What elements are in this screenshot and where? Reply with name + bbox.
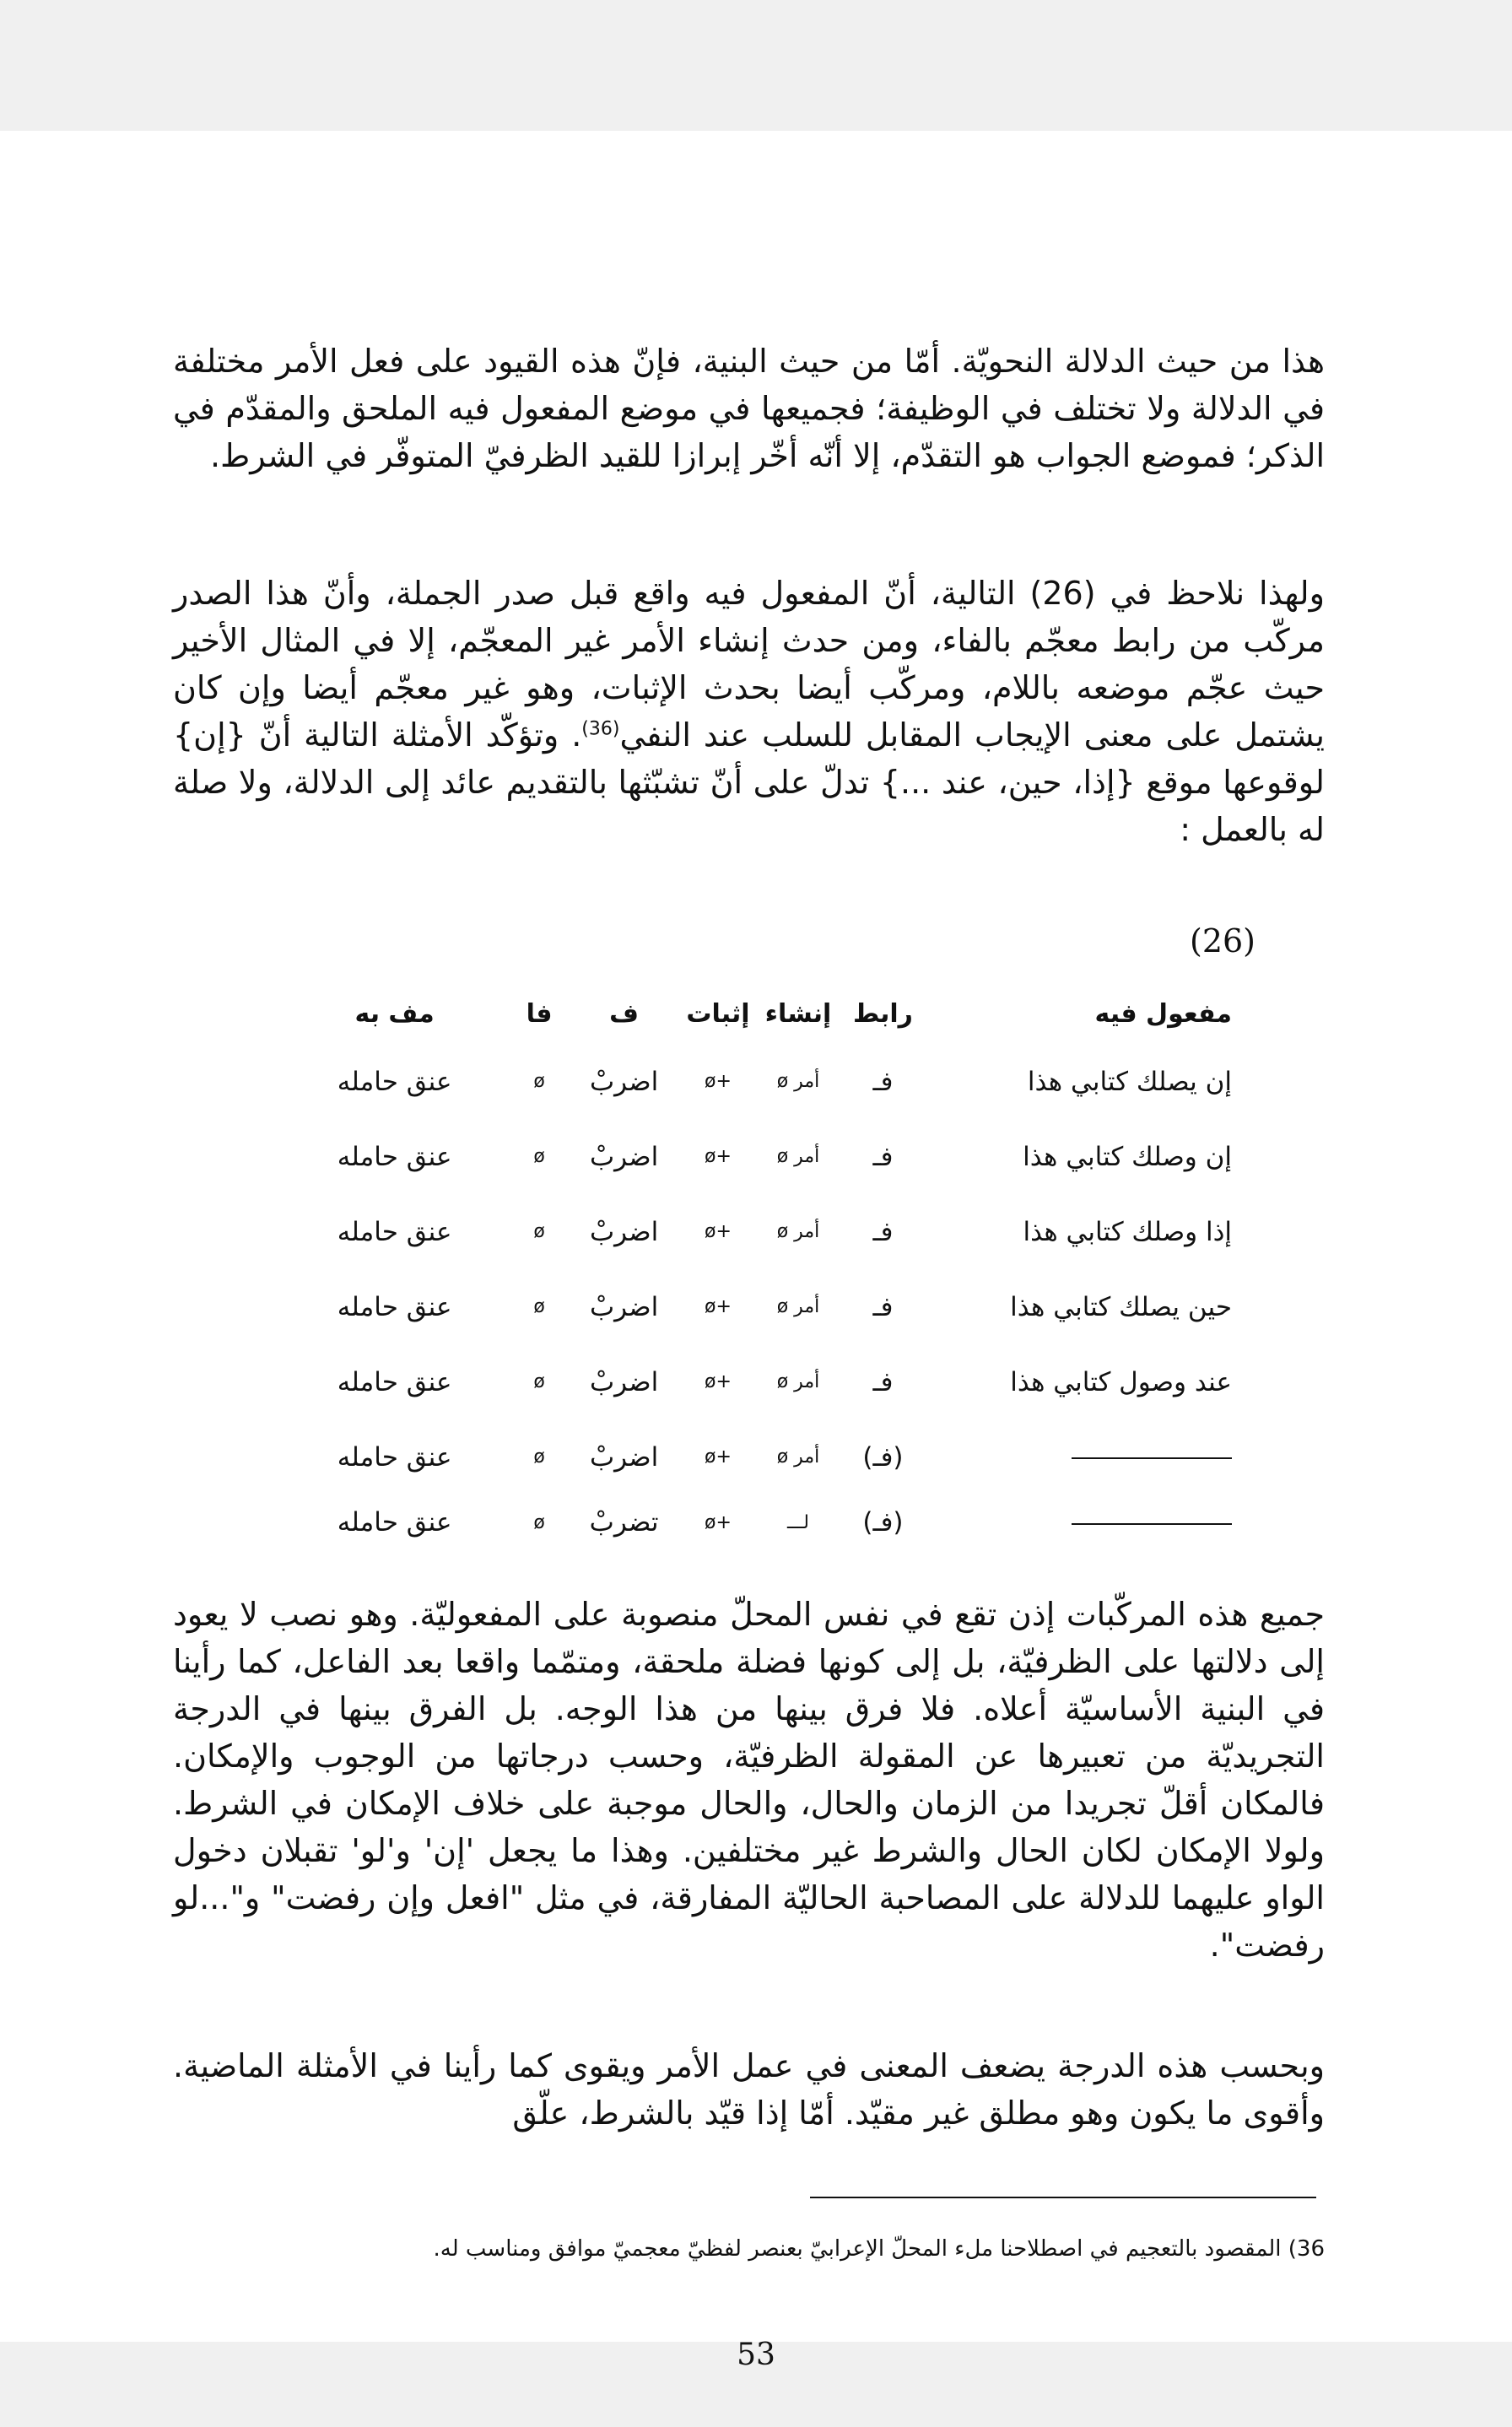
cell-insha: أمر ø: [776, 1371, 820, 1392]
cell-ithbat: +ø: [705, 1371, 732, 1392]
cell-rabit: فـ: [872, 1216, 894, 1247]
header-rabit: رابط: [852, 998, 913, 1029]
paragraph-2-text-b: . وتؤكّد الأمثلة التالية أنّ {إن} لوقوعها موقع {إذا، حين، عند ...} تدلّ على أنّ تشبّثها بالتقديم عائد إلى الدلالة، ولا صلة له بالعمل :: [173, 716, 1325, 848]
cell-rabit: فـ: [872, 1066, 894, 1097]
example-row: [278, 1119, 1249, 1194]
example-row: [278, 1044, 1249, 1119]
cell-insha: أمر ø: [776, 1296, 820, 1317]
cell-maf-bih: عنق حامله: [337, 1066, 452, 1097]
example-row: [278, 1269, 1249, 1344]
header-mafool-fih: مفعول فيه: [1094, 998, 1232, 1029]
paragraph-4: وبحسب هذه الدرجة يضعف المعنى في عمل الأمر ويقوى كما رأينا في الأمثلة الماضية. وأقوى ما يكون وهو مطلق غير مقيّد. أمّا إذا قيّد بالشرط، علّق: [173, 2047, 1325, 2132]
footnote-ref[interactable]: (36): [581, 718, 620, 740]
cell-f: اضربْ: [589, 1291, 659, 1322]
cell-f: اضربْ: [589, 1366, 659, 1397]
cell-fa: ø: [533, 1371, 545, 1392]
paragraph-3: جميع هذه المركّبات إذن تقع في نفس المحلّ منصوبة على المفعوليّة. وهو نصب لا يعود إلى دلالتها على الظرفيّة، بل إلى كونها فضلة ملحقة، ومتمّما واقعا بعد الفاعل، كما رأينا في البنية الأساسيّة أعلاه. فلا فرق بينها من هذا الوجه. بل الفرق بينها في الدرجة التجريديّة من تعبيرها عن المقولة الظرفيّة، وحسب درجاتها من الوجوب والإمكان. فالمكان أقلّ تجريدا من الزمان والحال، والحال موجبة على خلاف الإمكان في الشرط. ولولا الإمكان لكان الحال والشرط غير مختلفين. وهذا ما يجعل 'إن' و'لو' تقبلان دخول الواو عليهما للدلالة على المصاحبة الحاليّة المفارقة، في مثل "افعل وإن رفضت" و"...لو رفضت".: [173, 1596, 1325, 1964]
cell-fa: ø: [533, 1146, 545, 1167]
cell-rabit: فـ: [872, 1366, 894, 1397]
example-row: [278, 1419, 1249, 1495]
example-header-row: [278, 983, 1249, 1044]
paragraph-2: [173, 570, 1325, 853]
cell-fa: ø: [533, 1511, 545, 1533]
cell-ithbat: +ø: [705, 1071, 732, 1092]
example-table: [278, 983, 1249, 1550]
cell-insha: أمر ø: [776, 1071, 820, 1092]
cell-f: اضربْ: [589, 1441, 659, 1473]
cell-f: تضربْ: [589, 1507, 659, 1538]
header-insha: إنشاء: [764, 998, 832, 1029]
cell-maf-bih: عنق حامله: [337, 1441, 452, 1473]
cell-rabit: (فـ): [862, 1441, 904, 1473]
header-fa: فا: [526, 998, 553, 1029]
example-row: [278, 1344, 1249, 1419]
cell-f: اضربْ: [589, 1216, 659, 1247]
footnote-rule: [810, 2197, 1316, 2198]
cell-ithbat: +ø: [705, 1446, 732, 1468]
header-f: ف: [609, 998, 639, 1029]
cell-mafool-fih: إن وصلك كتابي هذا: [1023, 1141, 1232, 1172]
cell-ithbat: +ø: [705, 1221, 732, 1242]
cell-rabit: (فـ): [862, 1507, 904, 1538]
example-number: (26): [1190, 922, 1256, 959]
cell-ithbat: +ø: [705, 1511, 732, 1533]
cell-ithbat: +ø: [705, 1296, 732, 1317]
cell-insha: أمر ø: [776, 1146, 820, 1167]
cell-rabit: فـ: [872, 1141, 894, 1172]
paragraph-2-text-a: ولهذا نلاحظ في (26) التالية، أنّ المفعول فيه واقع قبل صدر الجملة، وأنّ هذا الصدر مركّب من رابط معجّم بالفاء، ومن حدث إنشاء الأمر غير المعجّم، إلا في المثال الأخير حيث عجّم موضعه باللام، ومركّب أيضا بحدث الإثبات، وهو غير معجّم أيضا وإن كان يشتمل على معنى الإيجاب المقابل للسلب عند النفي: [173, 575, 1325, 754]
blank-line: [1072, 1523, 1232, 1525]
cell-fa: ø: [533, 1071, 545, 1092]
example-row: [278, 1194, 1249, 1269]
cell-fa: ø: [533, 1221, 545, 1242]
cell-fa: ø: [533, 1446, 545, 1468]
cell-mafool-fih: إن يصلك كتابي هذا: [1027, 1066, 1232, 1097]
book-page: [0, 131, 1512, 2372]
cell-insha: أمر ø: [776, 1446, 820, 1468]
cell-rabit: فـ: [872, 1291, 894, 1322]
cell-maf-bih: عنق حامله: [337, 1141, 452, 1172]
cell-f: اضربْ: [589, 1066, 659, 1097]
header-maf-bih: مف به: [354, 998, 435, 1029]
cell-maf-bih: عنق حامله: [337, 1291, 452, 1322]
blank-line: [1072, 1457, 1232, 1459]
footnote: 36) المقصود بالتعجيم في اصطلاحنا ملء المحلّ الإعرابيّ بعنصر لفظيّ معجميّ موافق ومناسب له.: [433, 2236, 1325, 2262]
paragraph-1: هذا من حيث الدلالة النحويّة. أمّا من حيث البنية، فإنّ هذه القيود على فعل الأمر مختلفة في الدلالة ولا تختلف في الوظيفة؛ فجميعها في موضع المفعول فيه الملحق والمقدّم في الذكر؛ فموضع الجواب هو التقدّم، إلا أنّه أخّر إبرازا للقيد الظرفيّ المتوفّر في الشرط.: [173, 343, 1325, 474]
cell-mafool-fih-blank: [926, 1419, 1249, 1495]
cell-mafool-fih-blank: [926, 1495, 1249, 1550]
cell-insha: أمر ø: [776, 1221, 820, 1242]
cell-ithbat: +ø: [705, 1146, 732, 1167]
cell-maf-bih: عنق حامله: [337, 1507, 452, 1538]
cell-maf-bih: عنق حامله: [337, 1216, 452, 1247]
cell-mafool-fih: حين يصلك كتابي هذا: [1010, 1291, 1232, 1322]
cell-insha: لـــ: [786, 1511, 809, 1533]
header-ithbat: إثبات: [686, 998, 750, 1029]
example-row: [278, 1495, 1249, 1550]
cell-fa: ø: [533, 1296, 545, 1317]
cell-f: اضربْ: [589, 1141, 659, 1172]
cell-maf-bih: عنق حامله: [337, 1366, 452, 1397]
page-number: 53: [737, 2338, 775, 2372]
cell-mafool-fih: إذا وصلك كتابي هذا: [1023, 1216, 1232, 1247]
cell-mafool-fih: عند وصول كتابي هذا: [1010, 1366, 1232, 1397]
